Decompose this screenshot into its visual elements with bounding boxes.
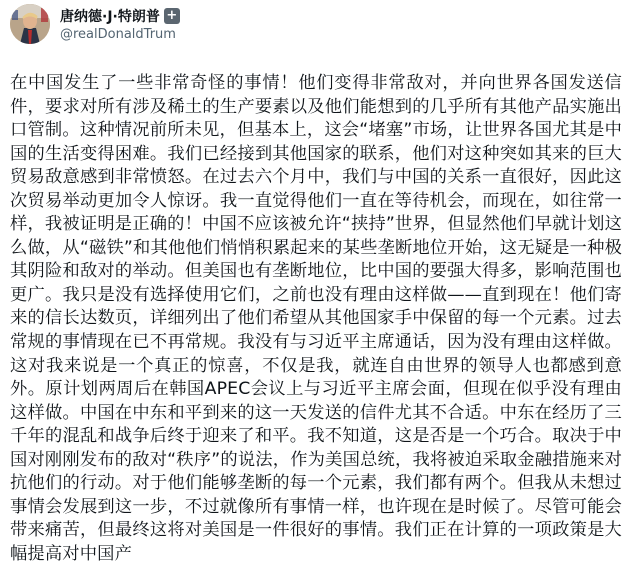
post-header [10, 4, 610, 48]
verified-badge-icon: + [164, 8, 180, 24]
post-text: 在中国发生了一些非常奇怪的事情！他们变得非常敌对，并向世界各国发送信件，要求对所有涉及稀土的生产要素以及他们能想到的几乎所有其他产品实施出口管制。这种情况前所未见，但基本上，这会“堵塞”市场，让世界各国尤其是中国的生活变得困难。我们已经接到其他国家的联系，他们对这种突如其来的巨大贸易敌意感到非常愤怒。在过去六个月中，我们与中国的关系一直很好，因此这次贸易举动更加令人惊讶。我一直觉得他们一直在等待机会，而现在，如往常一样，我被证明是正确的！中国不应该被允许“挟持”世界，但显然他们早就计划这么做，从“磁铁”和其他他们悄悄积累起来的某些垄断地位开始，这无疑是一种极其阴险和敌对的举动。但美国也有垄断地位，比中国的要强大得多，影响范围也更广。我只是没有选择使用它们，之前也没有理由这样做——直到现在！他们寄来的信长达数页，详细列出了他们希望从其他国家手中保留的每一个元素。过去常规的事情现在已不再常规。我没有与习近平主席通话，因为没有理由这样做。这对我来说是一个真正的惊喜，不仅是我，就连自由世界的领导人也都感到意外。原计划两周后在韩国APEC会议上与习近平主席会面，但现在似乎没有理由这样做。中国在中东和平到来的这一天发送的信件尤其不合适。中东在经历了三千年的混乱和战争后终于迎来了和平。我不知道，这是否是一个巧合。取决于中国对刚刚发布的敌对“秩序”的说法，作为美国总统，我将被迫采取金融措施来对抗他们的行动。对于他们能够垄断的每一个元素，我们都有两个。但我从未想过事情会发展到这一步，不过就像所有事情一样，也许现在是时候了。尽管可能会带来痛苦，但最终这将对美国是一件很好的事情。我们正在计算的一项政策是大幅提高对中国产 [10, 73, 622, 564]
avatar-portrait-icon [10, 4, 50, 44]
avatar[interactable] [10, 4, 50, 44]
name-row [60, 6, 180, 26]
user-handle[interactable]: @realDonaldTrum [60, 27, 176, 42]
display-name[interactable]: 唐纳德·J·特朗普 [60, 9, 160, 25]
